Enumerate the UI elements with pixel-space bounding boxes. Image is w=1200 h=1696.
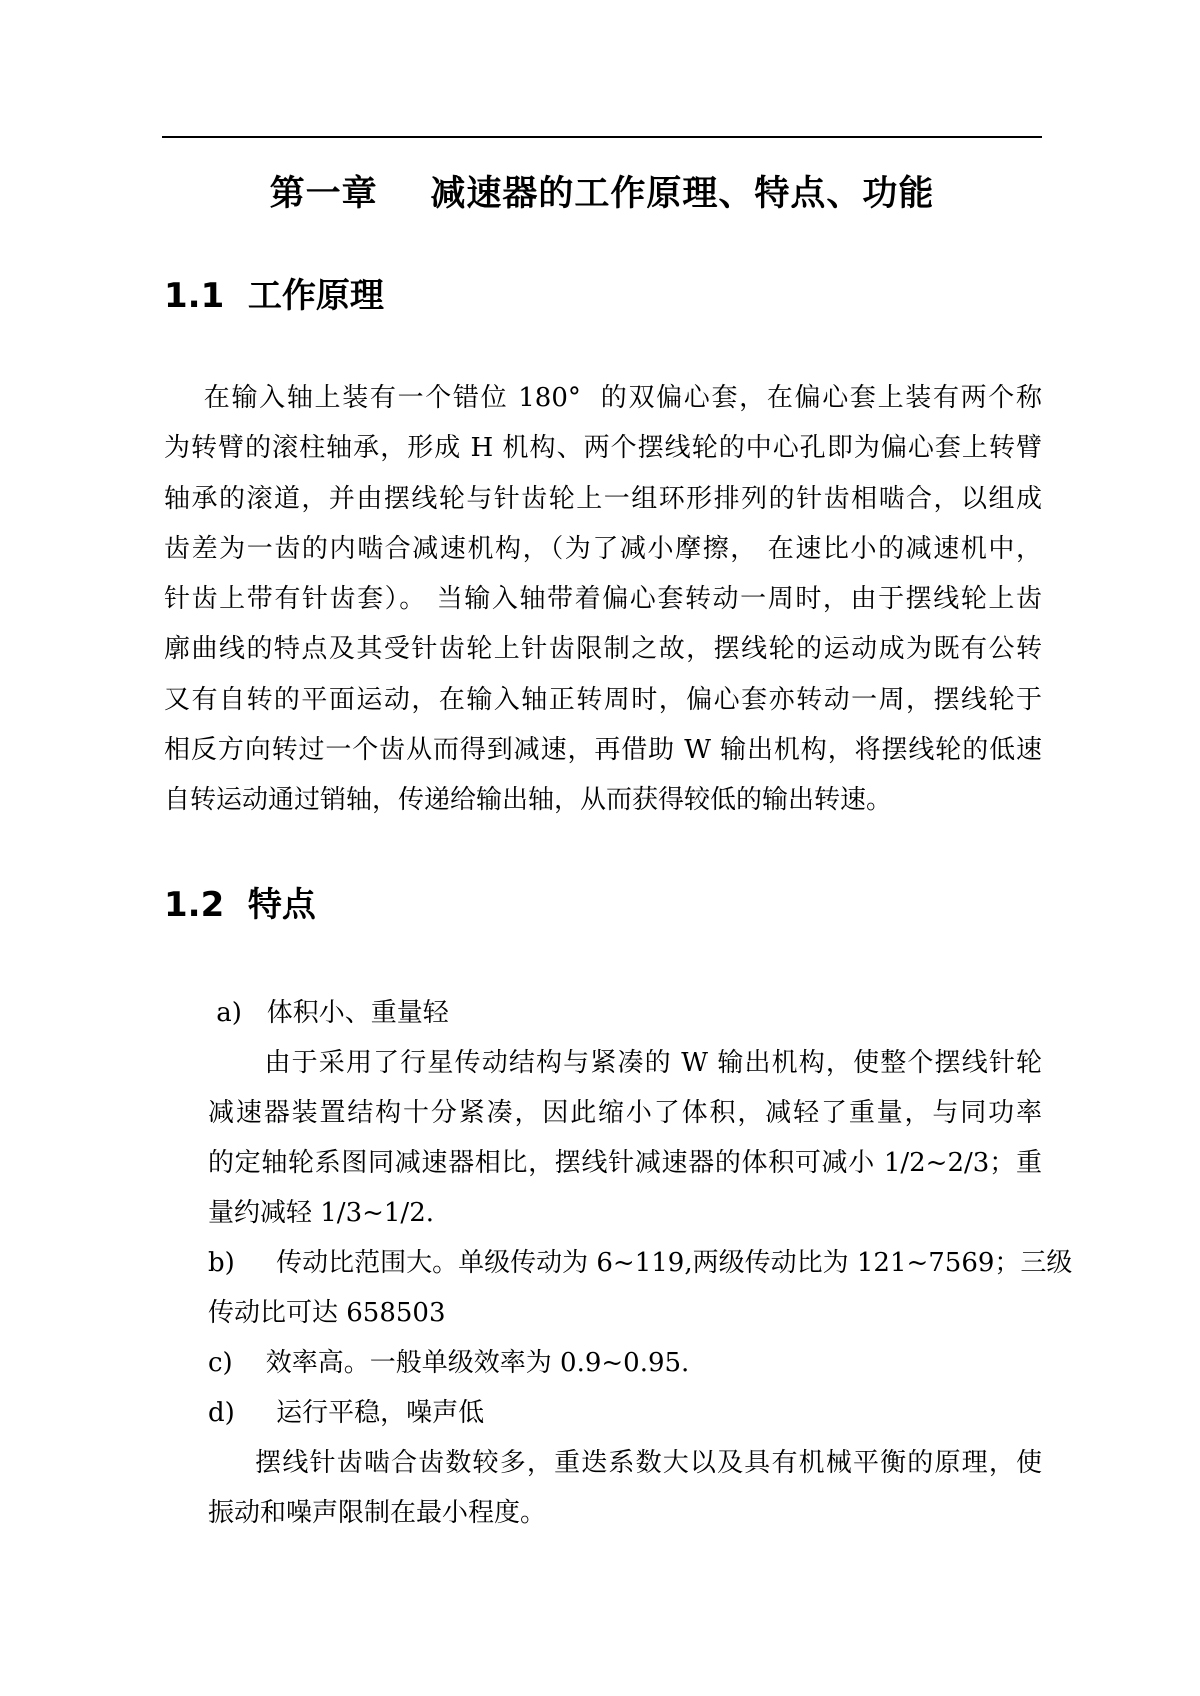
feature-item-b: 传动比可达 658503 <box>208 1298 446 1328</box>
header-rule <box>162 136 1042 138</box>
paragraph-line: 廓曲线的特点及其受针齿轮上针齿限制之故，摆线轮的运动成为既有公转 <box>164 634 1042 665</box>
paragraph-line: 轴承的滚道，并由摆线轮与针齿轮上一组环形排列的针齿相啮合，以组成 <box>164 483 1042 514</box>
paragraph-line: 为转臂的滚柱轴承，形成 H 机构、两个摆线轮的中心孔即为偏心套上转臂 <box>164 433 1042 464</box>
section-heading-principle: 1.1 工作原理 <box>164 276 384 316</box>
feature-item-d-title: d) 运行平稳，噪声低 <box>208 1398 485 1428</box>
paragraph-line: 齿差为一齿的内啮合减速机构，（为了减小摩擦， 在速比小的减速机中， <box>164 533 1042 564</box>
feature-item-a-title: a) 体积小、重量轻 <box>208 998 449 1028</box>
paragraph-line: 自转运动通过销轴，传递给输出轴，从而获得较低的输出转速。 <box>164 785 893 816</box>
feature-item-b: b) 传动比范围大。单级传动为 6~119,两级传动比为 121~7569；三级 <box>208 1248 1073 1278</box>
chapter-title: 第一章 减速器的工作原理、特点、功能 <box>269 174 935 214</box>
feature-item-a-text: 的定轴轮系图同减速器相比，摆线针减速器的体积可减小 1/2~2/3；重 <box>208 1148 1042 1178</box>
features-list <box>208 988 1073 1538</box>
feature-item-a-text: 由于采用了行星传动结构与紧凑的 W 输出机构，使整个摆线针轮 <box>208 1048 1042 1078</box>
paragraph-line: 针齿上带有针齿套）。 当输入轴带着偏心套转动一周时，由于摆线轮上齿 <box>164 584 1042 615</box>
feature-item-a-text: 减速器装置结构十分紧凑，因此缩小了体积，减轻了重量，与同功率 <box>208 1098 1042 1128</box>
paragraph-line: 又有自转的平面运动，在输入轴正转周时，偏心套亦转动一周，摆线轮于 <box>164 684 1042 715</box>
principle-paragraph <box>164 373 1042 826</box>
paragraph-line: 相反方向转过一个齿从而得到减速，再借助 W 输出机构，将摆线轮的低速 <box>164 735 1042 766</box>
feature-item-c: c) 效率高。一般单级效率为 0.9~0.95. <box>208 1348 690 1378</box>
paragraph-line: 在输入轴上装有一个错位 180° 的双偏心套，在偏心套上装有两个称 <box>164 383 1042 413</box>
feature-item-a-text: 量约减轻 1/3~1/2. <box>208 1198 435 1228</box>
section-heading-features: 1.2 特点 <box>164 885 316 925</box>
feature-item-d-text: 摆线针齿啮合齿数较多，重迭系数大以及具有机械平衡的原理，使 <box>208 1448 1042 1478</box>
feature-item-d-text: 振动和噪声限制在最小程度。 <box>208 1498 547 1528</box>
